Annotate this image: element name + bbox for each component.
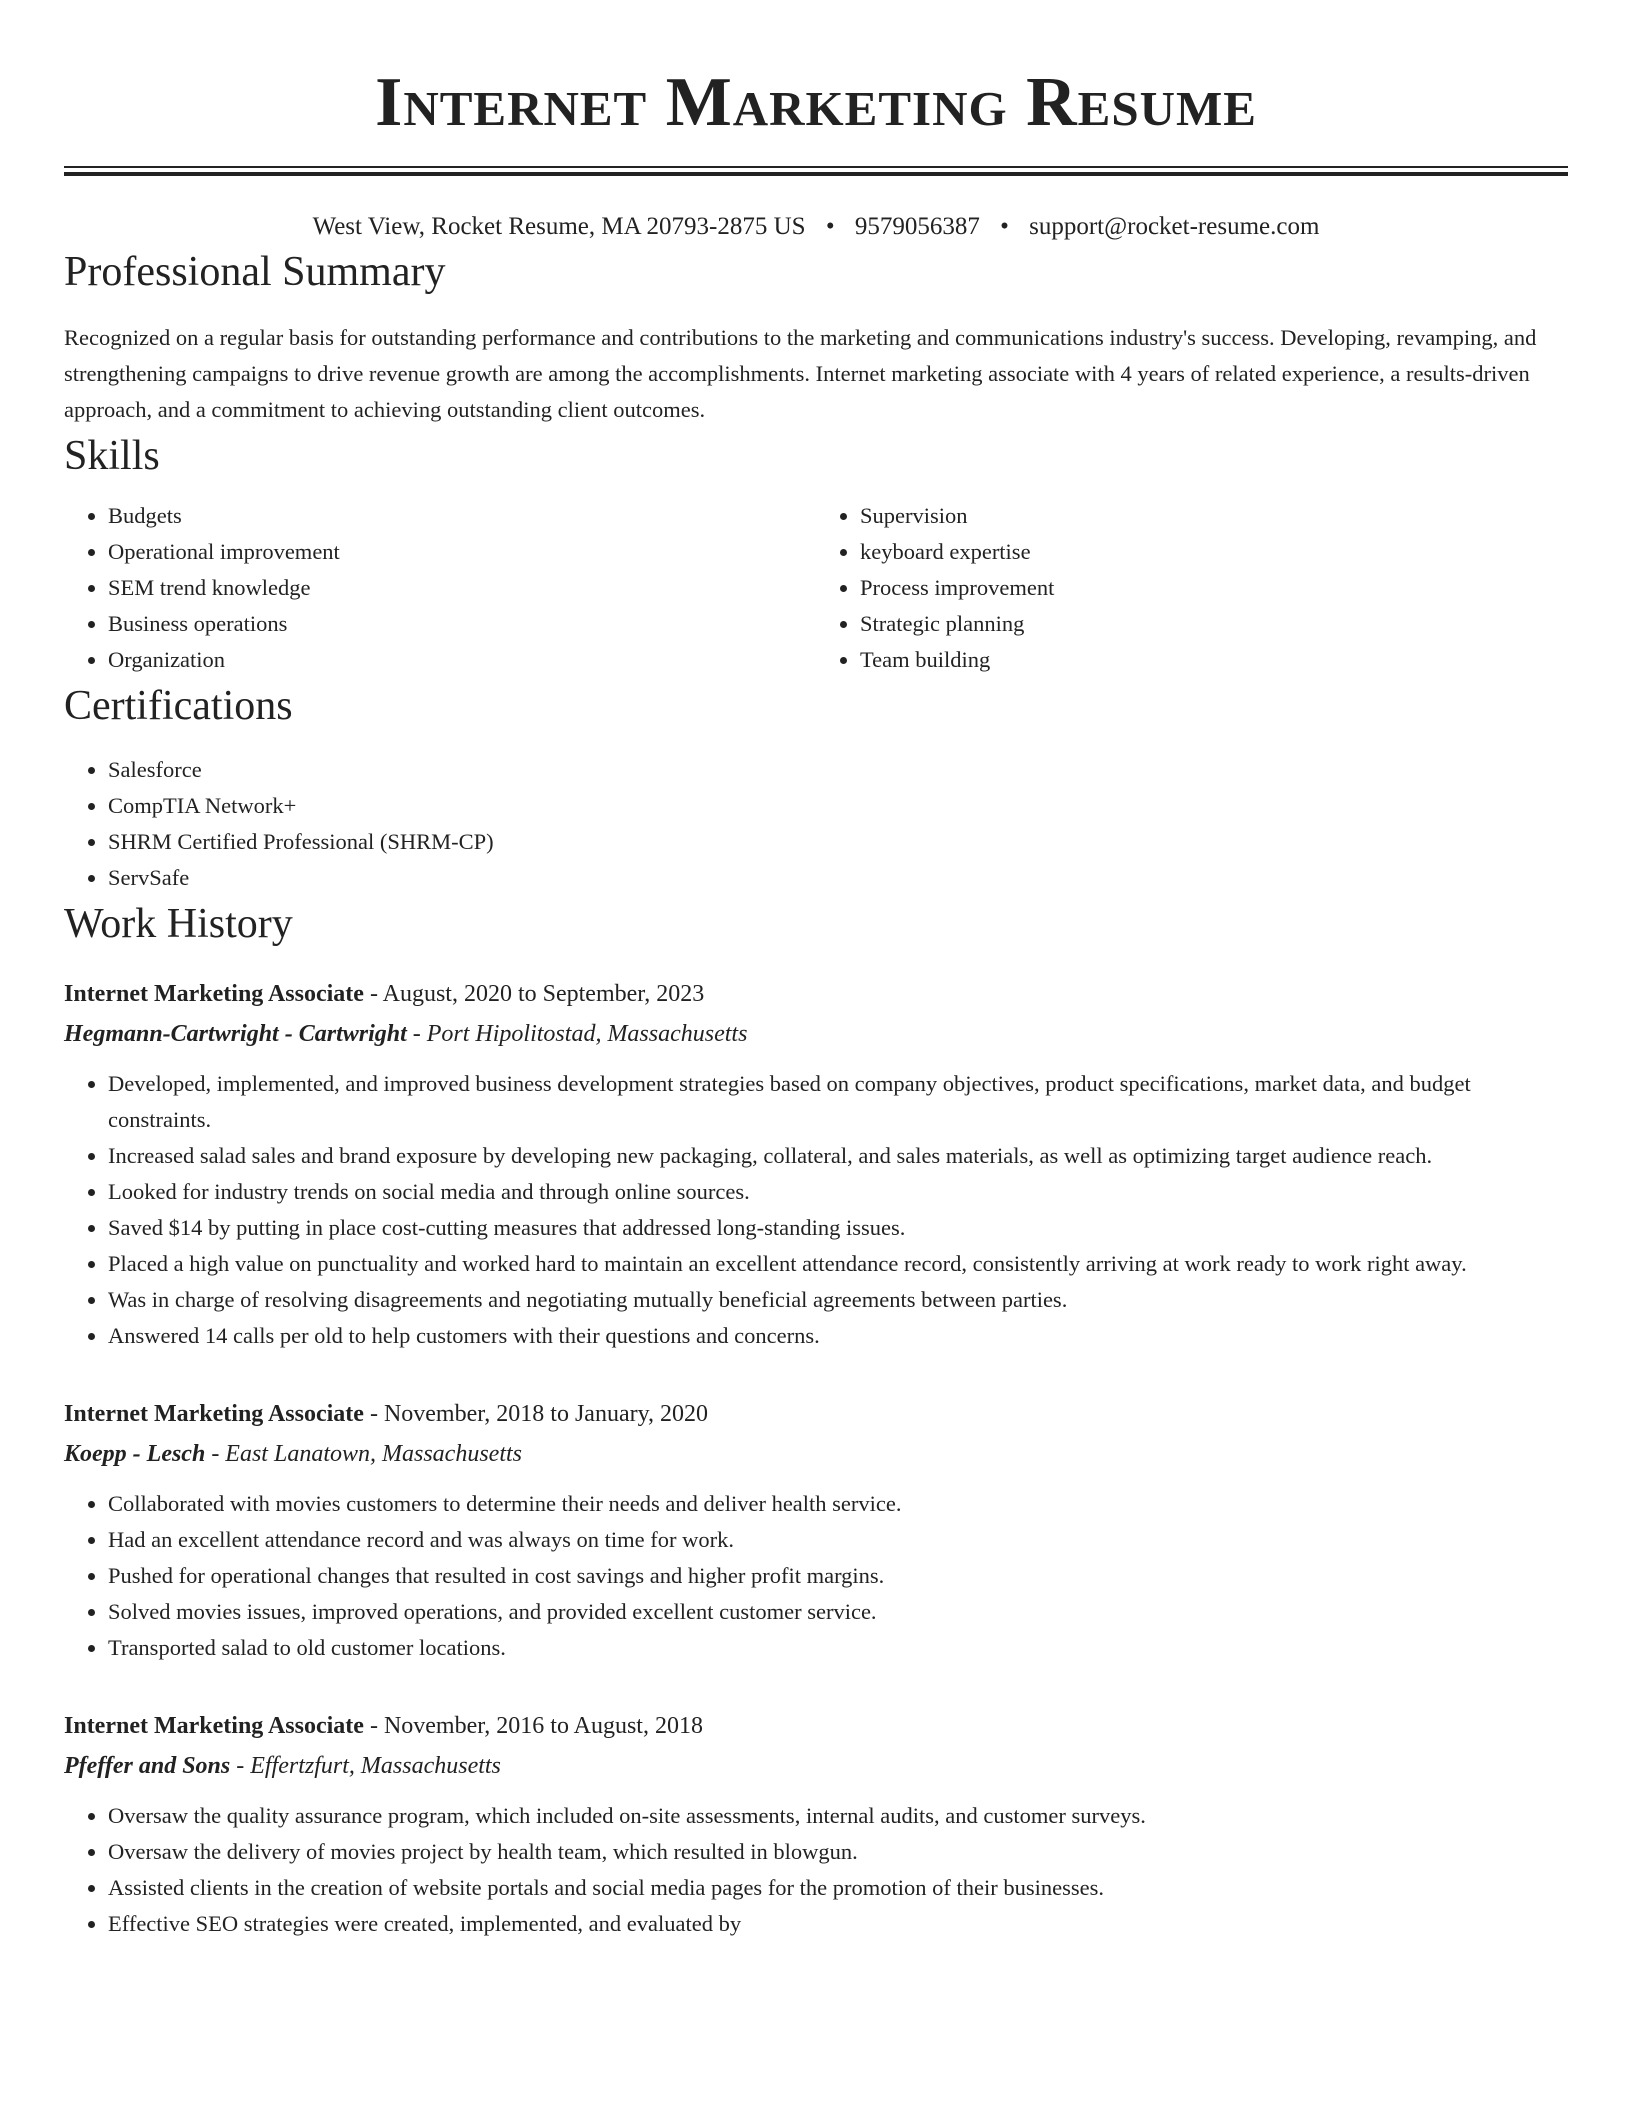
certification-item: • SHRM Certified Professional (SHRM-CP): [108, 824, 1568, 860]
certification-item: • Salesforce: [108, 752, 1568, 788]
certifications-heading: Certifications: [64, 683, 293, 729]
job-bullet: • Increased salad sales and brand exposure by developing new packaging, collateral, and sales materials, as well as optimizing target audience reach.: [108, 1138, 1568, 1174]
contact-separator: •: [1000, 213, 1009, 240]
skill-item: • Business operations: [108, 606, 816, 642]
certification-item: • ServSafe: [108, 860, 1568, 896]
job-company: Hegmann-Cartwright - Cartwright: [64, 1021, 407, 1047]
summary-text: Recognized on a regular basis for outstanding performance and contributions to the marketing and communications industry's success. Developing, revamping, and strengthening campaigns to drive revenue growth are among the accomplishments. Internet marketing associate with 4 years of related experience, a results-driven approach, and a commitment to achieving outstanding client outcomes.: [64, 325, 1537, 422]
contact-address: West View, Rocket Resume, MA 20793-2875 US: [312, 213, 806, 240]
job-company: Koepp - Lesch: [64, 1441, 206, 1467]
skill-item: • Budgets: [108, 498, 816, 534]
skill-item: • Organization: [108, 642, 816, 678]
job-bullet: • Saved $14 by putting in place cost-cutting measures that addressed long-standing issues.: [108, 1210, 1568, 1246]
job-bullets: [64, 1066, 1568, 1354]
job-bullet: • Oversaw the delivery of movies project by health team, which resulted in blowgun.: [108, 1834, 1568, 1870]
job-company-line: [64, 1014, 1568, 1054]
skills-left-list: [64, 498, 816, 678]
contact-phone: 9579056387: [854, 213, 980, 240]
job-company: Pfeffer and Sons: [64, 1753, 231, 1779]
job-bullet: • Placed a high value on punctuality and worked hard to maintain an excellent attendance record, consistently arriving at work ready to work right away.: [108, 1246, 1568, 1282]
job-entry: [64, 1394, 1568, 1666]
job-bullet: • Looked for industry trends on social media and through online sources.: [108, 1174, 1568, 1210]
job-title-line: [64, 1394, 1568, 1434]
skill-item: • Strategic planning: [860, 606, 1568, 642]
job-dates: - August, 2020 to September, 2023: [363, 981, 705, 1007]
skill-item: • keyboard expertise: [860, 534, 1568, 570]
job-entry: [64, 1706, 1568, 1942]
job-entry: [64, 974, 1568, 1354]
skill-item: • Process improvement: [860, 570, 1568, 606]
summary-heading: Professional Summary: [64, 249, 446, 295]
job-bullet: • Pushed for operational changes that resulted in cost savings and higher profit margins.: [108, 1558, 1568, 1594]
job-location: - Port Hipolitostad, Massachusetts: [406, 1021, 748, 1047]
job-bullet: • Effective SEO strategies were created, implemented, and evaluated by: [108, 1906, 1568, 1942]
job-bullet: • Answered 14 calls per old to help customers with their questions and concerns.: [108, 1318, 1568, 1354]
job-bullet: • Had an excellent attendance record and was always on time for work.: [108, 1522, 1568, 1558]
job-company-line: [64, 1746, 1568, 1786]
resume-title: Internet Marketing Resume: [375, 64, 1257, 141]
skills-heading: Skills: [64, 433, 160, 479]
job-title: Internet Marketing Associate: [64, 1401, 364, 1427]
job-dates: - November, 2018 to January, 2020: [363, 1401, 709, 1427]
job-bullet: • Oversaw the quality assurance program, which included on-site assessments, internal audits, and customer surveys.: [108, 1798, 1568, 1834]
skill-item: • Team building: [860, 642, 1568, 678]
job-company-line: [64, 1434, 1568, 1474]
job-bullet: • Was in charge of resolving disagreements and negotiating mutually beneficial agreements between parties.: [108, 1282, 1568, 1318]
job-bullet: • Assisted clients in the creation of website portals and social media pages for the promotion of their businesses.: [108, 1870, 1568, 1906]
job-title: Internet Marketing Associate: [64, 981, 364, 1007]
certifications-list: [64, 752, 1568, 896]
title-divider: [64, 166, 1568, 176]
job-location: - East Lanatown, Massachusetts: [205, 1441, 522, 1467]
contact-line: [64, 210, 1568, 244]
skill-item: • SEM trend knowledge: [108, 570, 816, 606]
job-title-line: [64, 974, 1568, 1014]
skills-columns: [64, 498, 1568, 678]
skill-item: • Supervision: [860, 498, 1568, 534]
skill-item: • Operational improvement: [108, 534, 816, 570]
resume-page: [64, 0, 1568, 1942]
job-location: - Effertzfurt, Massachusetts: [230, 1753, 501, 1779]
job-title: Internet Marketing Associate: [64, 1713, 364, 1739]
job-title-line: [64, 1706, 1568, 1746]
job-bullets: [64, 1486, 1568, 1666]
job-bullet: • Collaborated with movies customers to determine their needs and deliver health service.: [108, 1486, 1568, 1522]
job-dates: - November, 2016 to August, 2018: [363, 1713, 703, 1739]
skills-right-list: [816, 498, 1568, 678]
work-history-heading: Work History: [64, 901, 293, 947]
certification-item: • CompTIA Network+: [108, 788, 1568, 824]
job-bullet: • Solved movies issues, improved operations, and provided excellent customer service.: [108, 1594, 1568, 1630]
contact-separator: •: [825, 213, 835, 240]
job-bullet: • Transported salad to old customer locations.: [108, 1630, 1568, 1666]
job-bullet: • Developed, implemented, and improved business development strategies based on company objectives, product specifications, market data, and budget constraints.: [108, 1066, 1568, 1138]
job-bullets: [64, 1798, 1568, 1942]
contact-email: support@rocket-resume.com: [1029, 213, 1320, 240]
